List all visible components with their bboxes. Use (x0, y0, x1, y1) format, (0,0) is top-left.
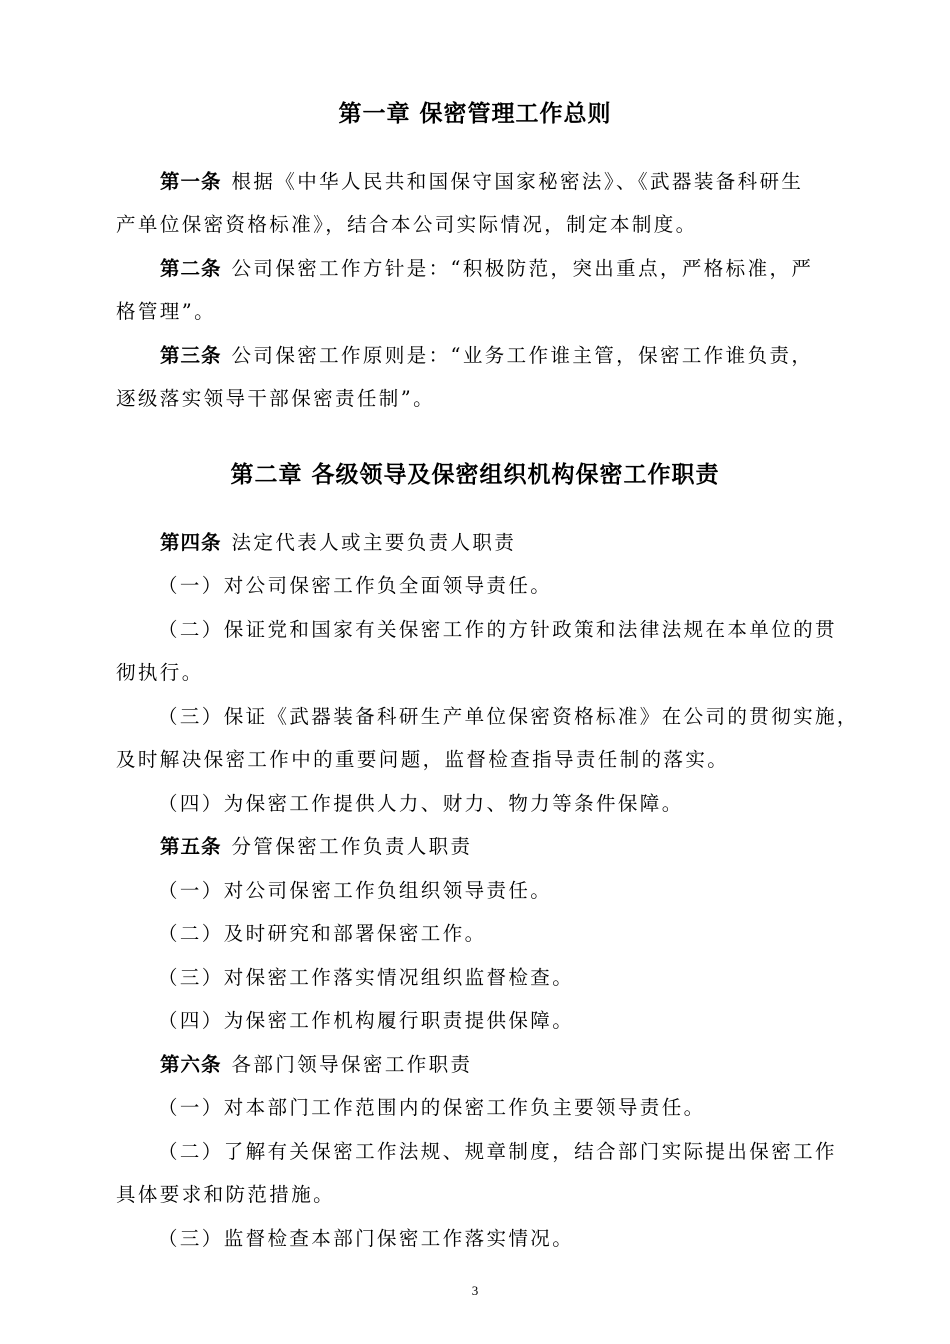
article-5-label: 第五条 (160, 835, 222, 858)
article-1-line-2: 产单位保密资格标准》，结合本公司实际情况，制定本制度。 (116, 213, 698, 236)
article-6-item-3: （三）监督检查本部门保密工作落实情况。 (158, 1227, 575, 1250)
article-5-item-4: （四）为保密工作机构履行职责提供保障。 (158, 1009, 575, 1032)
article-3-line-1 (160, 340, 813, 368)
article-1-text: 根据《中华人民共和国保守国家秘密法》、《武器装备科研生 (231, 170, 804, 193)
article-4-item-2-line-1: （二）保证党和国家有关保密工作的方针政策和法律法规在本单位的贯 (158, 618, 837, 641)
article-4-item-2-line-2: 彻执行。 (116, 661, 204, 684)
article-3-line-2: 逐级落实领导干部保密责任制”。 (116, 387, 435, 410)
article-5-item-2: （二）及时研究和部署保密工作。 (158, 922, 487, 945)
article-1-line-1 (160, 166, 803, 194)
article-4-text: 法定代表人或主要负责人职责 (231, 531, 517, 554)
article-4-item-1: （一）对公司保密工作负全面领导责任。 (158, 574, 553, 597)
chapter-2-title: 第二章 各级领导及保密组织机构保密工作职责 (230, 462, 720, 488)
article-4-item-3-line-2: 及时解决保密工作中的重要问题，监督检查指导责任制的落实。 (116, 748, 730, 771)
article-6-item-2-line-1: （二）了解有关保密工作法规、规章制度，结合部门实际提出保密工作 (158, 1140, 837, 1163)
article-5-heading (160, 831, 472, 859)
article-3-label: 第三条 (160, 344, 222, 367)
article-2-line-2: 格管理”。 (116, 300, 216, 323)
article-2-label: 第二条 (160, 257, 222, 280)
article-4-item-4: （四）为保密工作提供人力、财力、物力等条件保障。 (158, 792, 684, 815)
page-number: 3 (471, 1283, 479, 1298)
article-6-text: 各部门领导保密工作职责 (231, 1053, 473, 1076)
article-6-heading (160, 1049, 472, 1077)
article-1-label: 第一条 (160, 170, 222, 193)
article-2-text: 公司保密工作方针是：“积极防范，突出重点，严格标准，严 (231, 257, 814, 280)
article-6-label: 第六条 (160, 1053, 222, 1076)
article-4-heading (160, 527, 516, 555)
chapter-1-title: 第一章 保密管理工作总则 (338, 101, 612, 127)
article-4-label: 第四条 (160, 531, 222, 554)
article-5-item-1: （一）对公司保密工作负组织领导责任。 (158, 879, 553, 902)
article-2-line-1 (160, 253, 813, 281)
article-6-item-2-line-2: 具体要求和防范措施。 (116, 1183, 336, 1206)
article-3-text: 公司保密工作原则是：“业务工作谁主管，保密工作谁负责， (231, 344, 814, 367)
article-5-text: 分管保密工作负责人职责 (231, 835, 473, 858)
article-5-item-3: （三）对保密工作落实情况组织监督检查。 (158, 966, 575, 989)
article-6-item-1: （一）对本部门工作范围内的保密工作负主要领导责任。 (158, 1096, 706, 1119)
article-4-item-3-line-1: （三）保证《武器装备科研生产单位保密资格标准》在公司的贯彻实施， (158, 705, 859, 728)
